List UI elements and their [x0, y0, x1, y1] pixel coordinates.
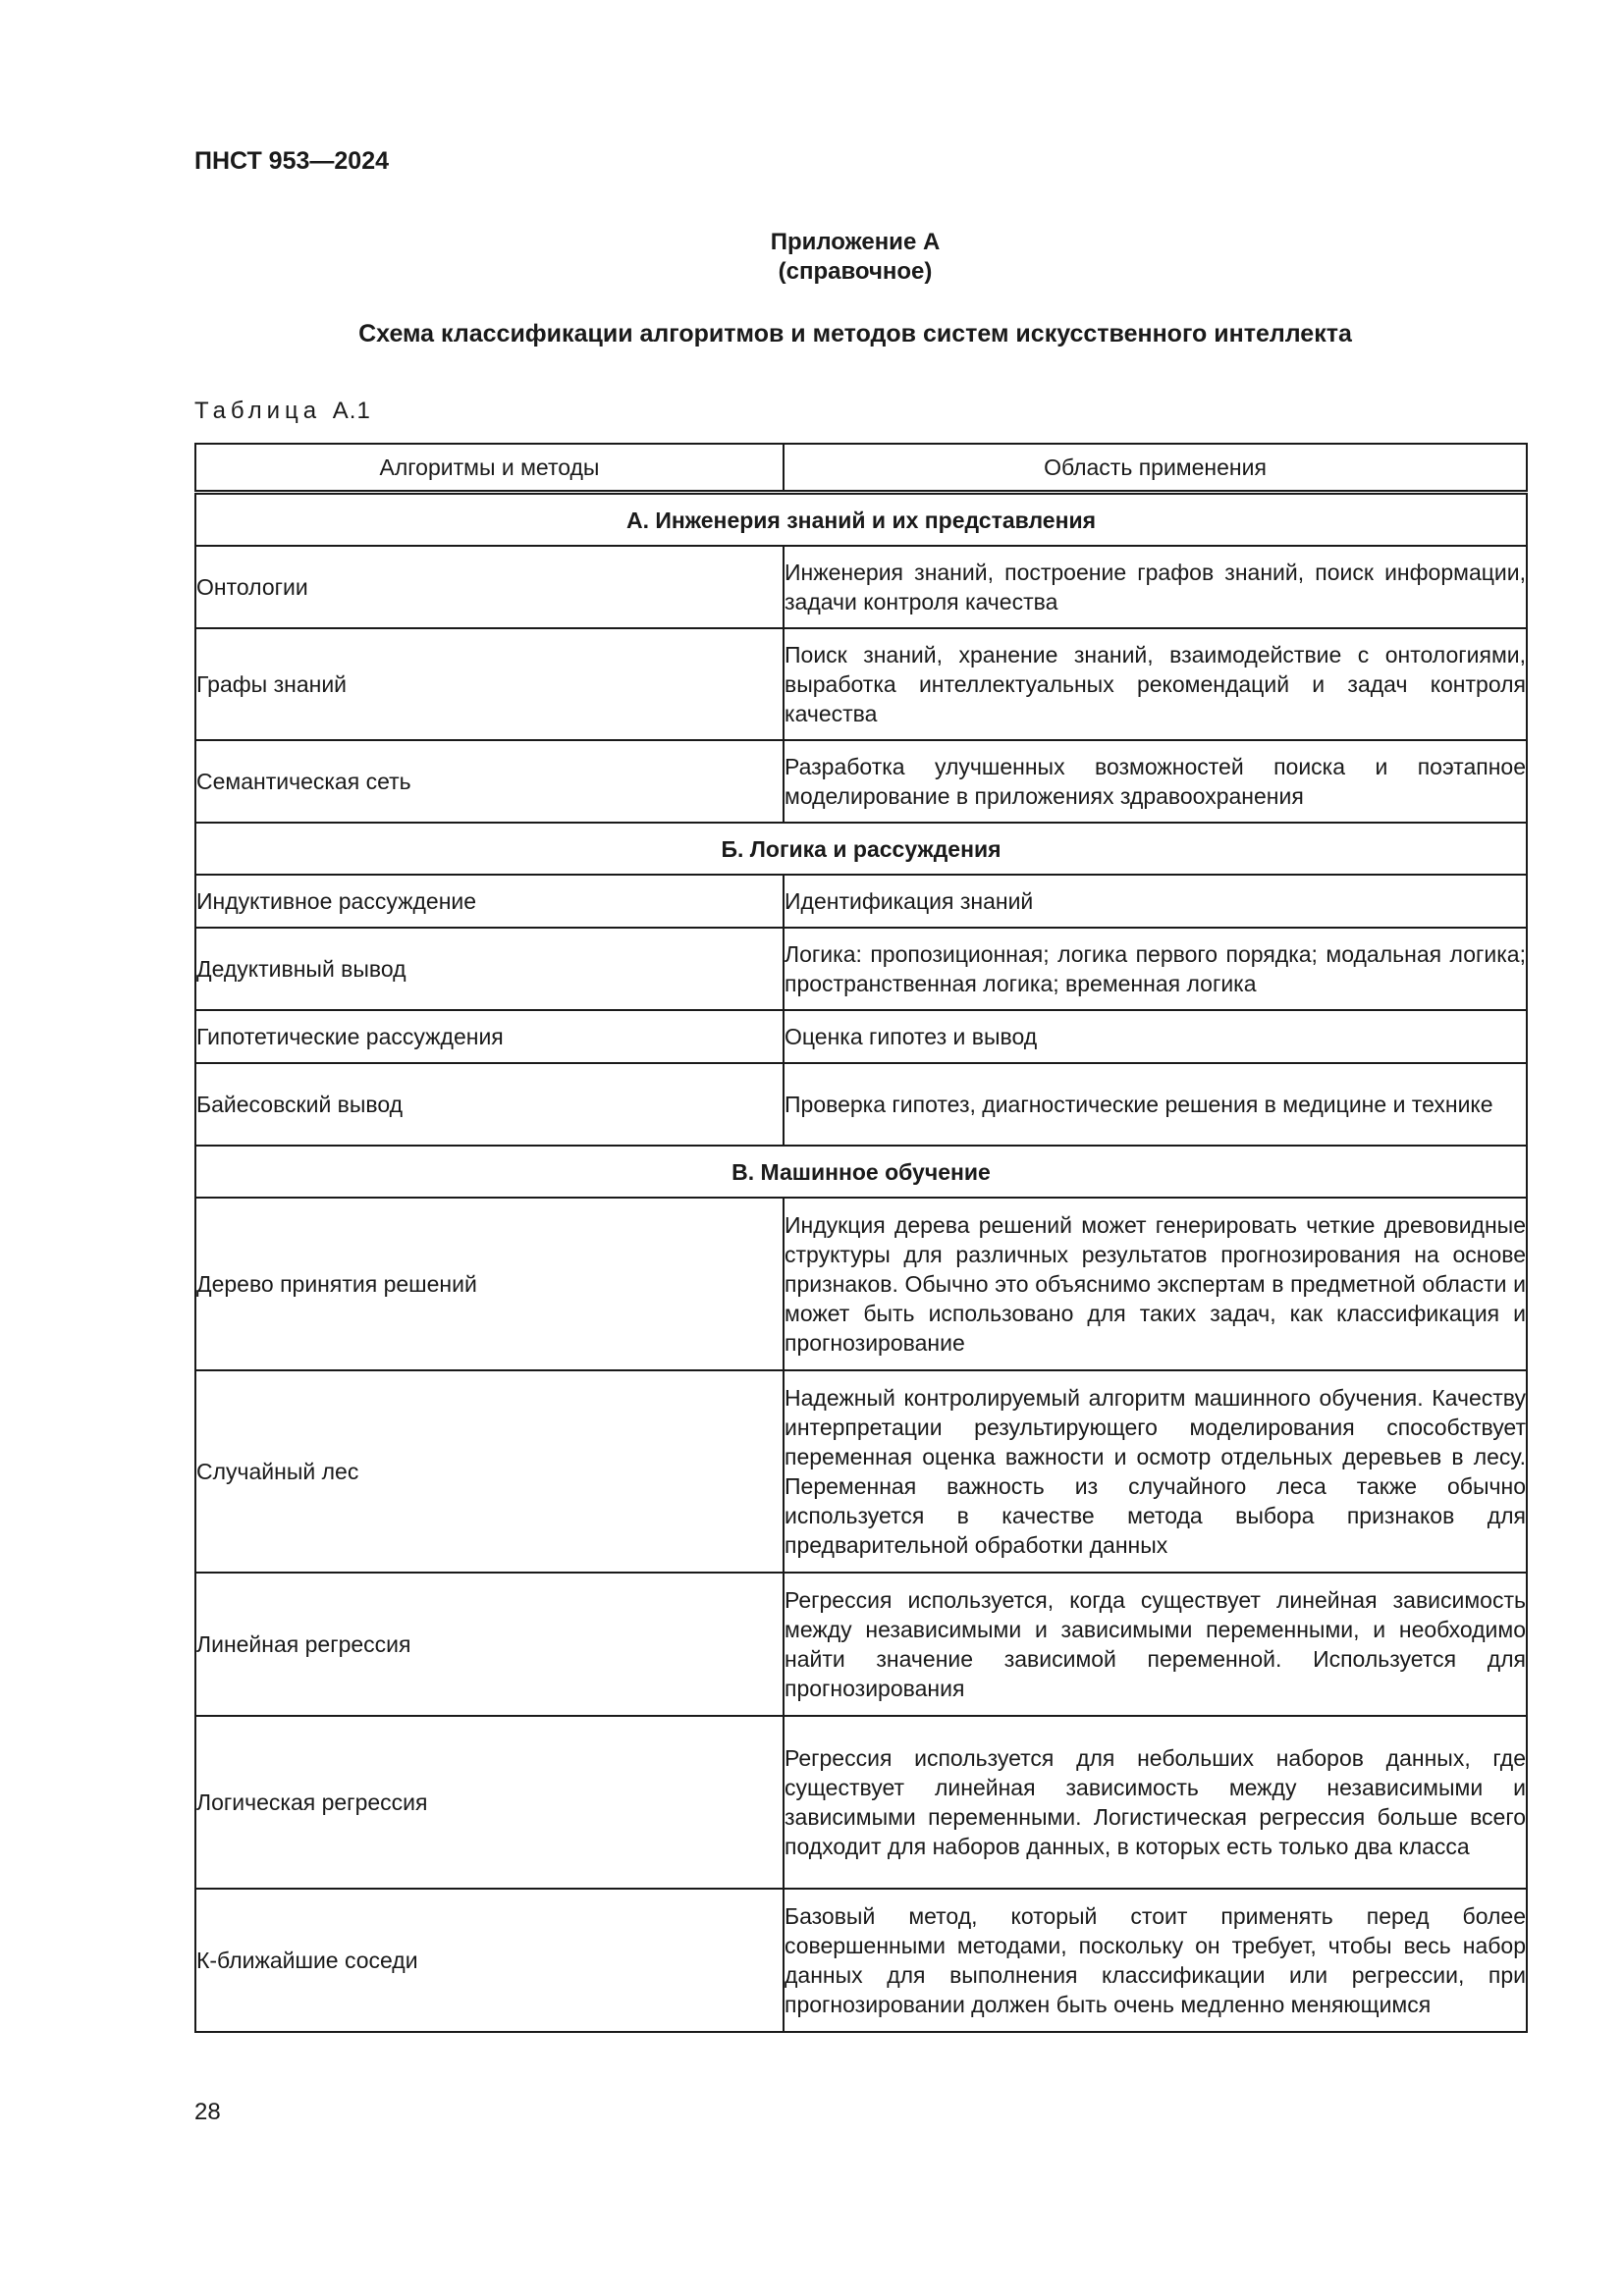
classification-table [194, 443, 1528, 2033]
page-number: 28 [194, 2099, 221, 2125]
application-cell: Надежный контролируемый алгоритм машинного обучения. Качеству интерпретации результирующего моделирования способствует переменная оценка важности и осмотр отдельных деревьев в лесу. Переменная важность из случайного леса также обычно используется в качестве метода выбора признаков для предварительной обработки данных [784, 1370, 1527, 1573]
application-cell: Индукция дерева решений может генерировать четкие древовидные структуры для различных результатов прогнозирования на основе признаков. Обычно это объяснимо экспертам в предметной области и может быть использовано для таких задач, как классификация и прогнозирование [784, 1198, 1527, 1370]
table-row [195, 1573, 1527, 1716]
method-cell: Графы знаний [195, 628, 784, 740]
method-cell: Логическая регрессия [195, 1716, 784, 1889]
appendix-title: Приложение А [770, 229, 941, 255]
section-row [195, 493, 1527, 547]
table-caption [194, 398, 371, 425]
table-row [195, 1063, 1527, 1146]
table-row [195, 1889, 1527, 2032]
method-cell: Байесовский вывод [195, 1063, 784, 1146]
table-row [195, 875, 1527, 928]
application-cell: Регрессия используется для небольших наборов данных, где существует линейная зависимость между независимыми и зависимыми переменными. Логистическая регрессия больше всего подходит для наборов данных, в которых есть только два класса [784, 1716, 1527, 1889]
method-cell: Гипотетические рассуждения [195, 1010, 784, 1063]
application-cell: Оценка гипотез и вывод [784, 1010, 1527, 1063]
document-code: ПНСТ 953—2024 [194, 147, 389, 175]
application-cell: Логика: пропозиционная; логика первого порядка; модальная логика; пространственная логика; временная логика [784, 928, 1527, 1010]
method-cell: Случайный лес [195, 1370, 784, 1573]
table-row [195, 1716, 1527, 1889]
appendix-subtitle: (справочное) [778, 258, 933, 285]
table-caption-number: А.1 [332, 398, 371, 424]
application-cell: Поиск знаний, хранение знаний, взаимодействие с онтологиями, выработка интеллектуальных рекомендаций и задач контроля качества [784, 628, 1527, 740]
method-cell: Дедуктивный вывод [195, 928, 784, 1010]
table-caption-label: Таблица [194, 398, 322, 424]
table-row [195, 1198, 1527, 1370]
application-cell: Проверка гипотез, диагностические решения в медицине и технике [784, 1063, 1527, 1146]
method-cell: К-ближайшие соседи [195, 1889, 784, 2032]
method-cell: Линейная регрессия [195, 1573, 784, 1716]
table-row [195, 1010, 1527, 1063]
method-cell: Онтологии [195, 546, 784, 628]
application-cell: Инженерия знаний, построение графов знаний, поиск информации, задачи контроля качества [784, 546, 1527, 628]
section-row [195, 1146, 1527, 1198]
section-title: Б. Логика и рассуждения [195, 823, 1527, 875]
scheme-title: Схема классификации алгоритмов и методов систем искусственного интеллекта [358, 320, 1352, 347]
application-cell: Разработка улучшенных возможностей поиска и поэтапное моделирование в приложениях здравоохранения [784, 740, 1527, 823]
column-header-application: Область применения [784, 444, 1527, 493]
application-cell: Идентификация знаний [784, 875, 1527, 928]
table-row [195, 928, 1527, 1010]
table-row [195, 546, 1527, 628]
application-cell: Регрессия используется, когда существует линейная зависимость между независимыми и зависимыми переменными, и необходимо найти значение зависимой переменной. Используется для прогнозирования [784, 1573, 1527, 1716]
section-title: В. Машинное обучение [195, 1146, 1527, 1198]
section-title: А. Инженерия знаний и их представления [195, 493, 1527, 547]
method-cell: Дерево принятия решений [195, 1198, 784, 1370]
method-cell: Семантическая сеть [195, 740, 784, 823]
column-header-methods: Алгоритмы и методы [195, 444, 784, 493]
table-row [195, 628, 1527, 740]
section-row [195, 823, 1527, 875]
method-cell: Индуктивное рассуждение [195, 875, 784, 928]
table-row [195, 1370, 1527, 1573]
application-cell: Базовый метод, который стоит применять перед более совершенными методами, поскольку он требует, чтобы весь набор данных для выполнения классификации или регрессии, при прогнозировании должен быть очень медленно меняющимся [784, 1889, 1527, 2032]
table-header-row [195, 444, 1527, 493]
table-row [195, 740, 1527, 823]
